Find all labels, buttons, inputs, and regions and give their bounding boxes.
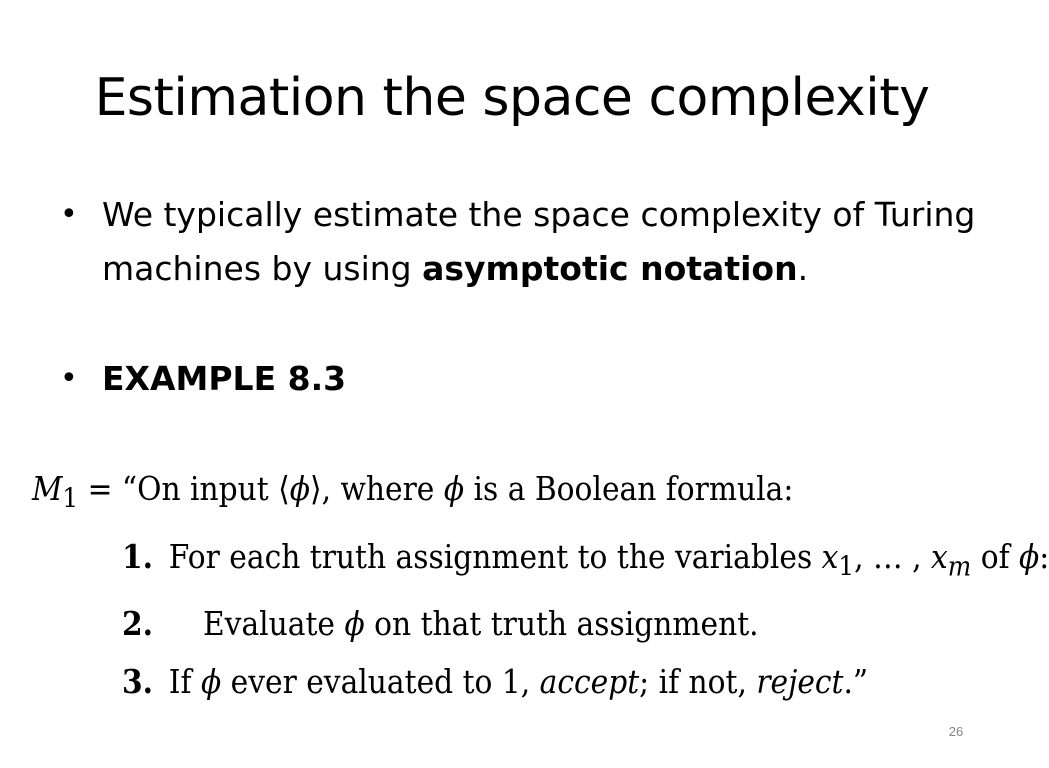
page-number: 26 xyxy=(948,724,964,739)
slide-title: Estimation the space complexity xyxy=(94,68,930,128)
step-number: 1. xyxy=(122,536,154,576)
variable-subscript: m xyxy=(947,550,972,583)
algorithm-header xyxy=(32,460,905,528)
machine-subscript: 1 xyxy=(62,482,79,515)
example-label: EXAMPLE 8.3 xyxy=(102,359,347,398)
machine-name: M xyxy=(32,469,63,508)
header-text: is a Boolean formula: xyxy=(464,469,794,508)
phi-symbol: ϕ xyxy=(344,604,365,644)
variable-subscript: 1 xyxy=(838,550,855,583)
step-text: Evaluate xyxy=(203,604,345,644)
reject-word: reject xyxy=(756,662,844,702)
phi-symbol: ϕ xyxy=(443,469,465,508)
bullet-list xyxy=(56,188,976,406)
bullet-text: We typically estimate the space complexity of Turing machines by using xyxy=(102,195,976,288)
variable-x: x xyxy=(821,536,839,576)
algorithm-step-3 xyxy=(32,653,905,711)
header-text: = “On input ⟨ xyxy=(78,469,290,508)
header-text: ⟩, where xyxy=(310,469,444,508)
step-text: ; if not, xyxy=(639,662,757,702)
step-text: If xyxy=(168,662,201,702)
phi-symbol: ϕ xyxy=(289,469,311,508)
bullet-example xyxy=(56,352,976,406)
step-text: ever evaluated to 1, xyxy=(221,662,540,702)
phi-symbol: ϕ xyxy=(1019,536,1040,576)
algorithm-step-1 xyxy=(32,528,1049,596)
phi-symbol: ϕ xyxy=(200,662,222,702)
bullet-asymptotic-notation xyxy=(56,188,976,296)
step-number: 2. xyxy=(122,604,154,644)
accept-word: accept xyxy=(539,662,640,702)
algorithm-step-2 xyxy=(32,595,905,653)
step-text: of xyxy=(971,536,1020,576)
step-text: : xyxy=(1039,536,1049,576)
bullet-dot-icon: • xyxy=(60,361,78,396)
bullet-bold-term: asymptotic notation xyxy=(422,249,798,288)
step-text: .” xyxy=(843,662,869,702)
variable-separator: , … , xyxy=(854,536,932,576)
variable-x: x xyxy=(931,536,948,576)
algorithm-block xyxy=(32,460,1049,711)
step-number: 3. xyxy=(122,662,154,702)
step-text: For each truth assignment to the variables xyxy=(168,536,822,576)
bullet-period: . xyxy=(797,249,809,288)
step-text: on that truth assignment. xyxy=(364,604,759,644)
bullet-dot-icon: • xyxy=(60,197,78,232)
